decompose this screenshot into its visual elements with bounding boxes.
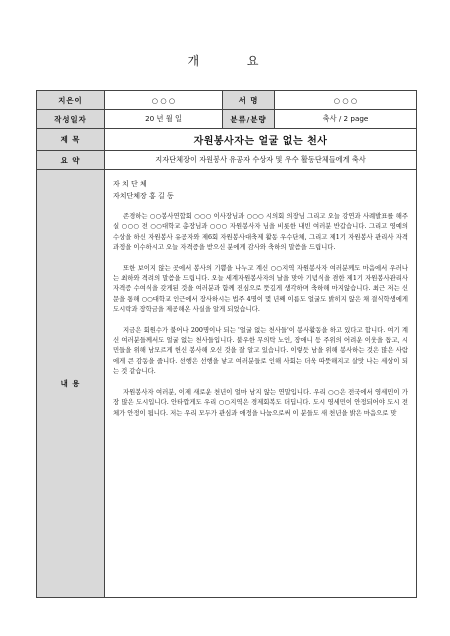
content-paragraph: 또한 보이지 않는 곳에서 봉사의 기쁨을 나누고 계신 ○○지역 자원봉사자 여러분께도 마음에서 우러나는 최하와 격려의 말씀을 드립니다. 오늘 세계자원봉사자의 날을 맞아 기념식을 겸한 제1기 자원봉사관리사 자격증 수여식을 갖게된 것을 여러분과 함께 진심으로 뜻깊게 생각하며 축하해 마지않습니다. 최근 저는 신문을 통해 ○○대학교 인근에서 장사하시는 법주 4명이 몇 년째 이름도 얼굴도 밝히지 않은 채 결식학생에게 도시락과 장학금을 제공해온 사실을 알게 되었습니다. bbox=[113, 264, 408, 314]
content-paragraph: 지금은 회원수가 불어나 200명이나 되는 '얼굴 없는 천사들'이 봉사활동을 하고 있다고 합니다. 여기 계신 여러분들께서도 얼굴 없는 천사들입니다. 불우한 무의탁 노인, 장애니 등 주위의 어려운 이웃을 돕고, 시민들을 위해 남모르게 헌신 봉사해 오신 것을 잘 알고 있습니다. 이렇듯 남을 위해 봉사하는 것은 많은 사람에게 큰 감동을 줍니다. 선행은 선행을 낳고 여러분들로 인해 사회는 더욱 따뜻해지고 살맛 나는 세상이 되는 것 같습니다. bbox=[113, 326, 408, 376]
position-value: ○ ○ ○ bbox=[275, 91, 417, 110]
subject-value: 자원봉사자는 얼굴 없는 천사 bbox=[105, 129, 417, 151]
date-label: 작성일자 bbox=[37, 110, 105, 129]
position-label: 서 명 bbox=[223, 91, 275, 110]
subject-label: 제 목 bbox=[37, 129, 105, 151]
category-label: 분류/분량 bbox=[223, 110, 275, 129]
summary-value: 지자단체장이 자원봉사 유공자 수상자 및 우수 활동단체들에게 축사 bbox=[105, 151, 417, 170]
date-value: 20 년 월 일 bbox=[105, 110, 223, 129]
author-label: 지은이 bbox=[37, 91, 105, 110]
content-label: 내 용 bbox=[37, 170, 105, 598]
content-paragraph: 자원봉사자 여러분, 이제 새로운 천년이 얼마 남지 않는 연말입니다. 우리 ○○은 전국에서 영세민이 가장 많은 도시입니다. 안타깝게도 우리 ○○지역은 경제회복도 더딥니다. 도시 영세민이 안정되어야 도시 전체가 안정이 됩니다. 저는 우리 모두가 관심과 애정을 나눔으로써 이 분들도 새 천년을 밝은 마음으로 맞 bbox=[113, 388, 408, 417]
summary-table bbox=[36, 90, 417, 598]
content-body bbox=[105, 170, 417, 598]
author-value: ○ ○ ○ bbox=[105, 91, 223, 110]
summary-label: 요 약 bbox=[37, 151, 105, 170]
content-org: 자 치 단 체 bbox=[113, 180, 147, 188]
content-speaker: 자치단체장 홍 길 동 bbox=[113, 192, 174, 200]
category-value: 축사 / 2 page bbox=[275, 110, 417, 129]
content-paragraph: 존경하는 ○○봉사연합회 ○○○ 이사장님과 ○○○ 시의회 의장님 그리고 오늘 강연과 사례발표를 해주실 ○○○ 전 ○○대학교 총장님과 ○○○ 자원봉사자 님을 비롯한 내빈 여러분 반갑습니다. 그리고 영예의 수상을 하신 자원봉사 유공자와 제6회 자원봉사대축제 활동 우수단체, 그리고 제1기 자원봉사 관리사 자격과정을 이수하시고 오늘 자격증을 받으신 분에게 감사와 축하의 말씀을 드립니다. bbox=[113, 213, 408, 252]
page-title: 개 요 bbox=[187, 54, 281, 68]
